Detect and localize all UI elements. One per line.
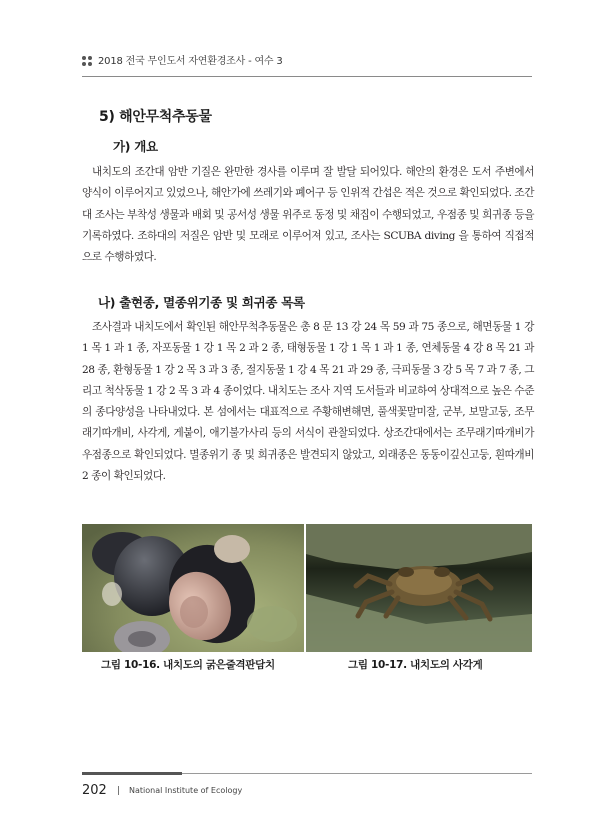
paragraph-species-list: 조사결과 내치도에서 확인된 해안무척추동물은 총 8 문 13 강 24 목 59 과 75 종으로, 해면동물 1 강 1 목 1 과 1 종, 자포동물 1 강 1 목 2 과 2 종, 태형동물 1 강 1 목 1 과 1 종, 연체동물 4 강 8 목 21 과 28 종, 환형동물 1 강 2 목 3 과 3 종, 절지동물 1 강 4 목 21 과 29 종, 극피동물 3 강 5 목 7 과 7 종, 그리고 척삭동물 1 강 2 목 3 과 4 종이었다. 내치도는 조사 지역 도서들과 비교하여 상대적으로 높은 수준의 종다양성을 나타내었다. 본 섬에서는 대표적으로 주황해변해면, 풀색꽃말미잘, 군부, 보말고둥, 조무래기따개비, 사각게, 게붙이, 애기불가사리 등의 서식이 관찰되었다. 상조간대에서는 조무래기따개비가 우점종으로 확인되었다. 멸종위기 종 및 희귀종은 발견되지 않았고, 외래종은 동동이깊신고둥, 흰따개비 2 종이 확인되었다. bbox=[82, 321, 534, 483]
subsection-heading-overview: 가) 개요 bbox=[113, 139, 158, 154]
header-divider bbox=[82, 76, 532, 77]
footer-separator bbox=[118, 786, 119, 795]
paragraph-overview: 내치도의 조간대 암반 기질은 완만한 경사를 이루며 잘 발달 되어있다. 해안의 환경은 도서 주변에서 양식이 이루어지고 있었으나, 해안가에 쓰레기와 폐어구 등 인위적 간섭은 적은 것으로 확인되었다. 조간대 조사는 부착성 생물과 배회 및 공서성 생물 위주로 동정 및 채집이 수행되었고, 우점종 및 희귀종 등을 기록하였다. 조하대의 저질은 암반 및 모래로 이루어져 있고, 조사는 SCUBA diving 을 통하여 직접적으로 수행하였다. bbox=[82, 166, 534, 264]
header-dots-icon bbox=[82, 56, 92, 66]
footer-organization: National Institute of Ecology bbox=[129, 786, 243, 795]
page-footer bbox=[82, 780, 242, 799]
footer-accent-rule bbox=[82, 772, 182, 775]
photo-mussels bbox=[82, 524, 304, 652]
running-header bbox=[82, 49, 532, 73]
figure-caption-crab: 그림 10-17. 내치도의 사각게 bbox=[348, 659, 483, 671]
footer-divider bbox=[182, 773, 532, 774]
subsection-heading-species-list: 나) 출현종, 멸종위기종 및 희귀종 목록 bbox=[98, 295, 305, 310]
photo-crab bbox=[306, 524, 532, 652]
header-title: 2018 전국 무인도서 자연환경조사 - 여수 3 bbox=[98, 56, 283, 67]
section-heading: 5) 해안무척추동물 bbox=[99, 109, 212, 125]
figure-caption-mussels: 그림 10-16. 내치도의 굵은줄격판담치 bbox=[101, 659, 275, 671]
page-number: 202 bbox=[82, 783, 107, 798]
